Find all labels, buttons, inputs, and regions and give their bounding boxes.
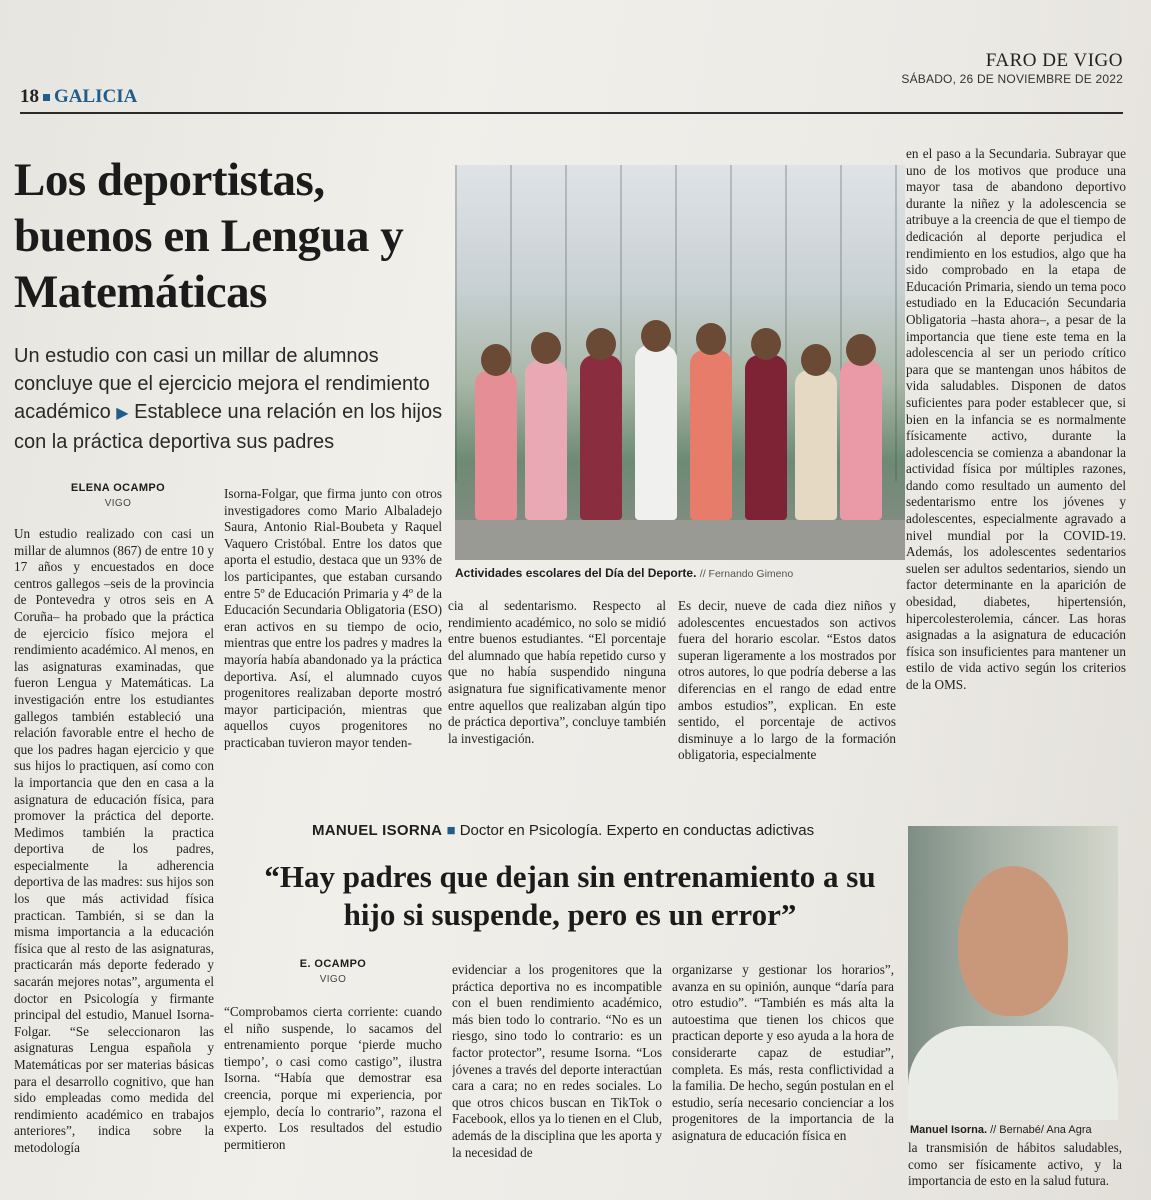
subhead-part-2: Establece una relación en los hijos con la práctica deportiva sus padres — [14, 401, 443, 453]
triangle-bullet-icon: ▶ — [116, 405, 129, 422]
subhead-part-1: Un estudio con casi un millar de alumnos concluye que el ejercicio mejora el rendimiento académico — [14, 345, 430, 423]
interview-quote-headline: “Hay padres que dejan sin entrenamiento a su hijo si suspende, pero es un error” — [264, 859, 876, 932]
interview-byline — [224, 958, 442, 985]
interview-column-2: evidenciar a los progenitores que la práctica deportiva no es incompatible con el buen rendimiento académico, más bien todo lo contrario. “No es un riesgo, sino todo lo contrario: es un factor protector”, resume Isorna. “Los jóvenes a través del deporte interactúan cara a cara; no en redes sociales. Lo que otros chicos buscan en TikTok o Facebook, ellos ya lo tienen en el Club, además de la disciplina que les aporta y la necesidad de — [452, 962, 662, 1160]
article-subhead — [14, 342, 444, 456]
article-column-1: Un estudio realizado con casi un millar de alumnos (867) de entre 10 y 17 años y encuestados en doce centros gallegos –seis de la provincia de Pontevedra y otros seis en A Coruña– ha probado que la práctica de ejercicio físico mejora el rendimiento académico. Al menos, en las asignaturas examinadas, que fueron Lengua y Matemáticas. La investigación entre los estudiantes gallegos también estableció una relación favorable entre el hecho de que los padres hagan ejercicio y que sus hijos lo practiquen, así como con la importancia que den en casa a la asignatura de educación física, para promover la práctica del deporte. Medimos también la practica deportiva de los padres, especialmente la adherencia deportiva de las madres: sus hijos son los que más actividad física practican. También, si se dan la misma importancia a la educación física que al resto de las asignaturas, practicarán más deporte federado y sacarán mejores notas”, argumenta el doctor en Psicología y firmante principal del estudio, Manuel Isorna-Folgar. “Se seleccionaron las asignaturas Lengua española y Matemáticas por ser materias básicas para el desarrollo cognitivo, que han sido empleadas como medida del rendimiento académico en trabajos anteriores”, indica sobre la metodología — [14, 526, 214, 1155]
article-column-4: Es decir, nueve de cada diez niños y adolescentes encuestados son activos fuera del horario escolar. “Estos datos superan ligeramente a los mostrados por otros autores, lo que podría deberse a las diferencias en el rango de edad entre ambos estudios”, explican. En este sentido, el porcentaje de activos disminuye a lo largo de la formación obligatoria, especialmente — [678, 598, 896, 763]
label-square-icon: ■ — [446, 822, 456, 839]
section-header — [20, 86, 137, 108]
header-rule — [20, 112, 1123, 114]
interviewee-name: MANUEL ISORNA — [312, 822, 443, 839]
photo-credit: // Fernando Gimeno — [699, 568, 794, 580]
issue-date: SÁBADO, 26 DE NOVIEMBRE DE 2022 — [901, 72, 1123, 86]
article-column-3: cia al sedentarismo. Respecto al rendimiento académico, no solo se midió entre buenos estudiantes. “El porcentaje del alumnado que había repetido curso y que no había suspendido ninguna asignatura fue significativamente menor entre aquellos que realizaban algún tipo de práctica deportiva”, concluye también la investigación. — [448, 598, 666, 746]
interviewee-role: Doctor en Psicología. Experto en conductas adictivas — [459, 822, 815, 839]
portrait-caption — [910, 1124, 1092, 1136]
author-name: ELENA OCAMPO — [70, 482, 166, 494]
author-location: VIGO — [104, 498, 132, 509]
article-photo — [455, 165, 905, 560]
interview-column-4: la transmisión de hábitos saludables, como ser físicamente activo, y la importancia de esto en la salud futura. — [908, 1140, 1122, 1189]
photo-fence — [455, 165, 905, 481]
section-name: GALICIA — [54, 86, 138, 107]
photo-caption-text: Actividades escolares del Día del Deporte. — [455, 566, 697, 580]
interviewee-portrait — [908, 826, 1118, 1120]
article-byline — [20, 482, 216, 509]
article-headline: Los deportistas, buenos en Lengua y Matemáticas — [14, 154, 404, 318]
masthead: FARO DE VIGO — [985, 50, 1123, 71]
interview-column-3: organizarse y gestionar los horarios”, avanza en su opinión, aunque “daría para otro estudio”. “También es más alta la autoestima que tienen los chicos que practican deporte y eso ayuda a la hora de considerarte capaz de estudiar”, completa. Es más, resta conflictividad a la familia. De hecho, según postulan en el estudio, sería necesario concienciar a los progenitores de la importancia de la asignatura de educación física en — [672, 962, 894, 1143]
interview-author: E. OCAMPO — [299, 958, 367, 970]
interview-label — [312, 822, 814, 839]
interview-location: VIGO — [319, 974, 347, 985]
photo-caption — [455, 566, 905, 580]
portrait-caption-text: Manuel Isorna. — [910, 1124, 988, 1136]
page-number: 18 — [20, 86, 39, 107]
article-column-2: Isorna-Folgar, que firma junto con otros investigadores como Mario Albaladejo Saura, Antonio Rial-Boubeta y Raquel Vaquero Cristóbal. Entre los datos que aporta el estudio, destaca que un 93% de los participantes, que estaban cursando entre 5º de Educación Primaria y 4º de la Educación Secundaria Obligatoria (ESO) eran activos en su tiempo de ocio, mientras que entre los padres y madres la mayoría había abandonado ya la práctica deportiva. Así, el alumnado cuyos progenitores realizaban deporte mostró mayor participación, mientras que aquellos cuyos progenitores no practicaban tuvieron mayor tenden- — [224, 486, 442, 750]
portrait-credit: // Bernabé/ Ana Agra — [990, 1124, 1092, 1136]
interview-column-1: “Comprobamos cierta corriente: cuando el niño suspende, lo sacamos del entrenamiento porque ‘pierde mucho tiempo’, o casi como castigo”, ilustra Isorna. “Había que demostrar esa creencia, porque mi experiencia, por ejemplo, decía lo contrario”, razona el experto. Los resultados del estudio permitieron — [224, 1004, 442, 1152]
section-square-icon — [43, 94, 50, 101]
article-column-5: en el paso a la Secundaria. Subrayar que uno de los motivos que produce una mayor tasa de abandono deportivo durante la niñez y la adolescencia se atribuye a la creencia de que el tiempo de dedicación al deporte perjudica el rendimiento en los estudios, algo que ha sido comprobado en la etapa de Educación Primaria, siendo un tema poco estudiado en la Educación Secundaria Obligatoria –hasta ahora–, a pesar de la importancia que tiene este tema en la adolescencia al ser un periodo crítico para que se mantengan unos hábitos de vida saludables. Disponen de datos suficientes para poder establecer que, si bien en la infancia se es normalmente físicamente activo, durante la adolescencia se comienza a abandonar la actividad física por múltiples razones, dando como resultado un aumento del sedentarismo entre los jóvenes y adolescentes, especialmente agravado a nivel mundial por la COVID-19. Además, los adolescentes sedentarios suelen ser adultos sedentarios, siendo un factor determinante en la aparición de obesidad, diabetes, hipertensión, hipercolesterolemia, cáncer. Las horas asignadas a la asignatura de educación física son insuficientes para mantener un estilo de vida activo según los criterios de la OMS. — [906, 146, 1126, 692]
